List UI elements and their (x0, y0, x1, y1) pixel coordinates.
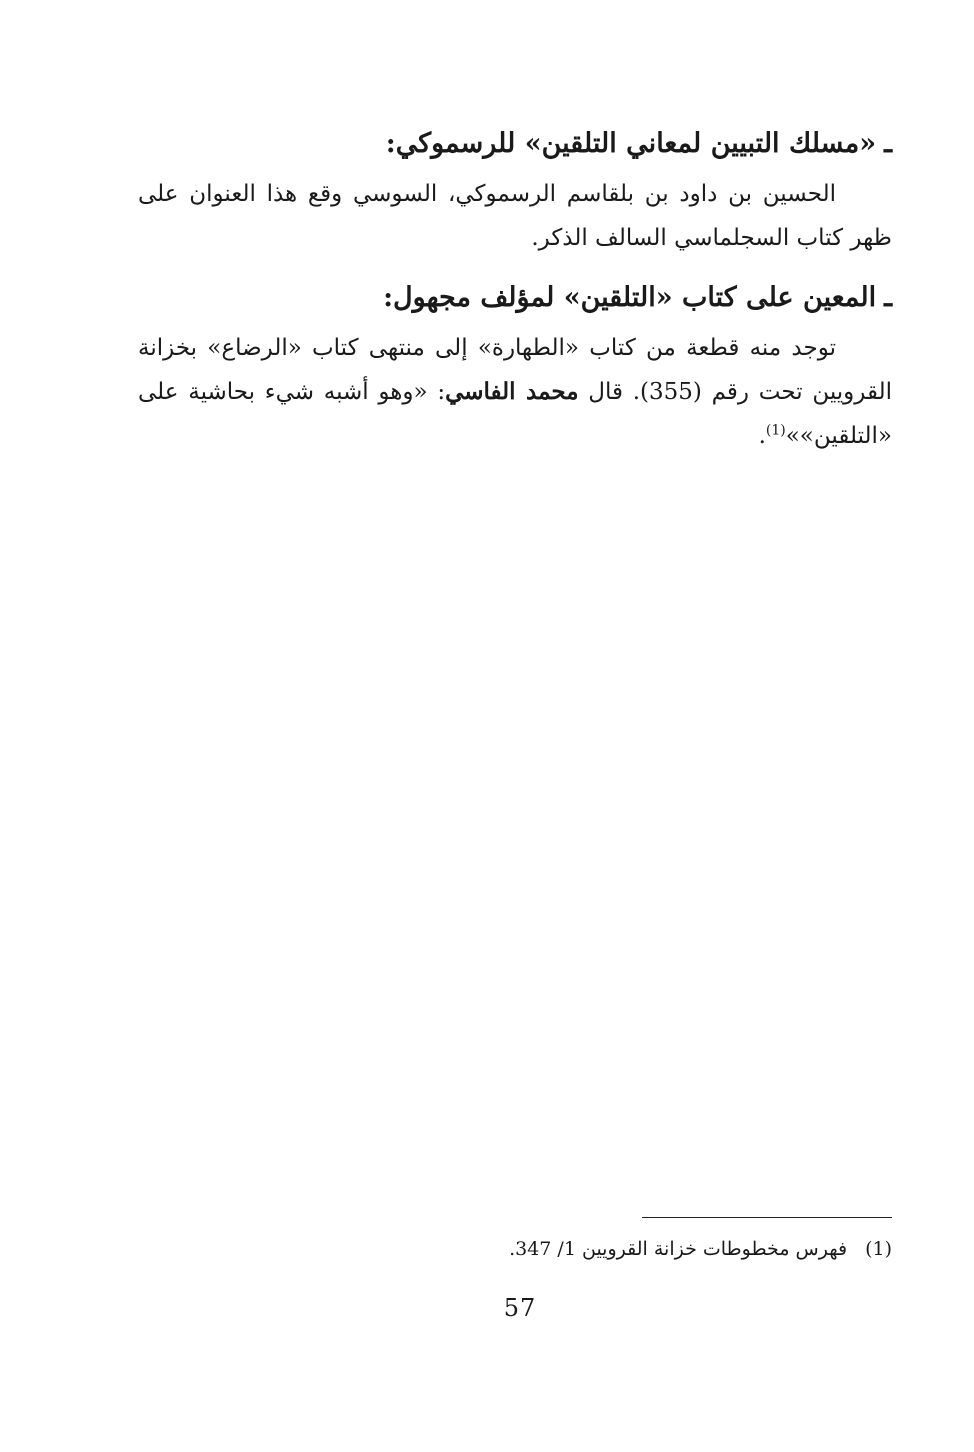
section-heading-1 (132, 124, 892, 164)
heading-dash: ـ (884, 128, 892, 159)
footnote (472, 1234, 892, 1264)
paragraph-text: الحسين بن داود بن بلقاسم الرسموكي، السوسي وقع هذا العنوان على ظهر كتاب السجلماسي السالف الذكر. (138, 181, 892, 251)
author-name: محمد الفاسي (445, 378, 579, 405)
section-heading-2 (132, 278, 892, 318)
section-paragraph-2 (138, 326, 892, 458)
page-number: 57 (503, 1294, 537, 1322)
footnote-number: (1) (865, 1238, 892, 1260)
paragraph-text-part2: : «وهو أشبه شيء بحاشية على «التلقين»» (138, 379, 892, 449)
heading-dash: ـ (884, 282, 892, 313)
heading-text: «مسلك التبيين لمعاني التلقين» للرسموكي: (385, 128, 877, 159)
footnote-separator (642, 1217, 892, 1218)
footnote-reference[interactable]: (1) (765, 422, 786, 439)
footnote-text: فهرس مخطوطات خزانة القرويين 1/ 347. (509, 1238, 848, 1260)
section-paragraph-1 (138, 172, 892, 260)
paragraph-end: . (758, 423, 766, 449)
heading-text: المعين على كتاب «التلقين» لمؤلف مجهول: (383, 282, 877, 313)
paragraph-text-part1: توجد منه قطعة من كتاب «الطهارة» إلى منتهى كتاب «الرضاع» بخزانة القرويين تحت رقم (355). قال (138, 335, 893, 405)
